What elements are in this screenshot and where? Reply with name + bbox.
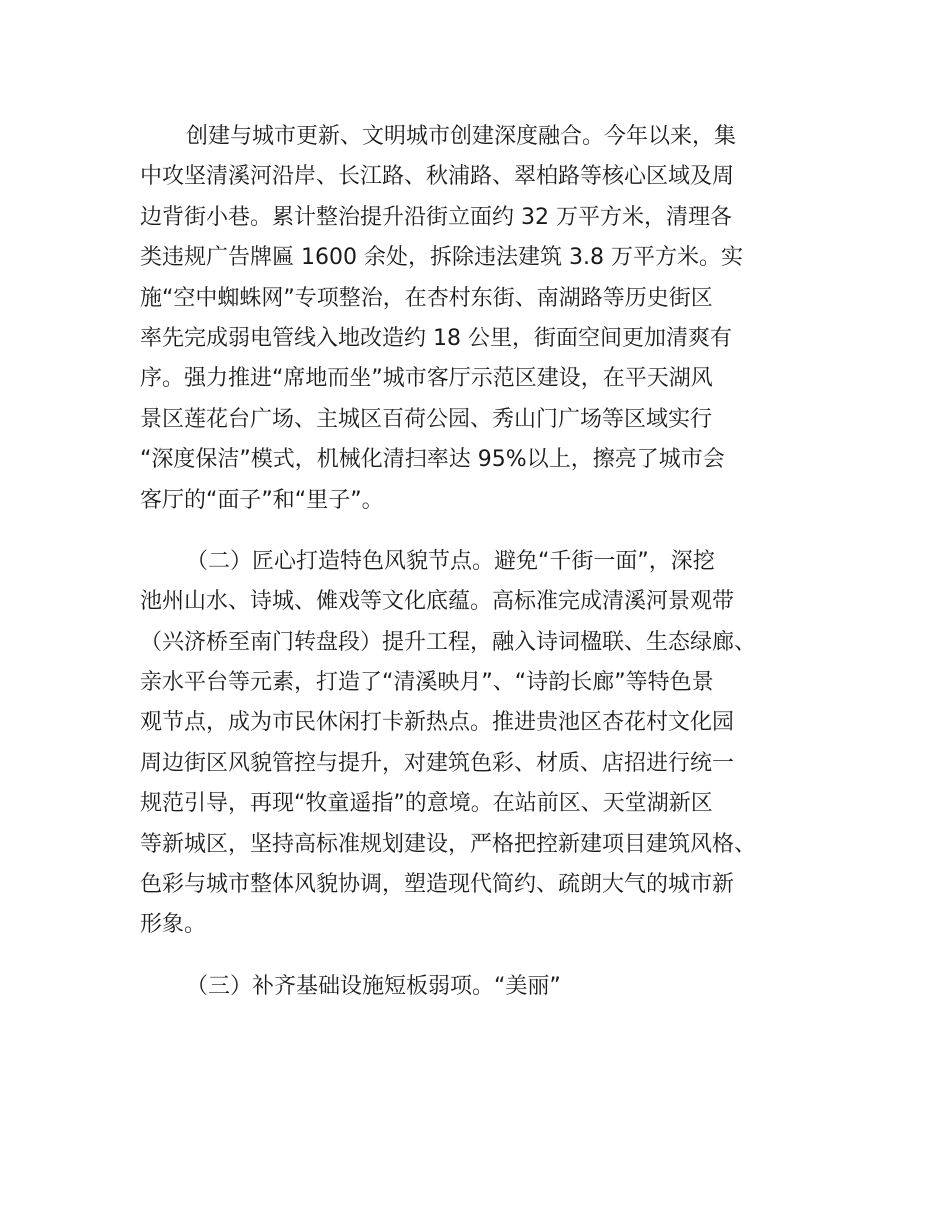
paragraph-spacer [140, 946, 830, 967]
text-line: 周边街区风貌管控与提升，对建筑色彩、材质、店招进行统一 [140, 750, 735, 776]
text-line: 序。强力推进“席地而坐”城市客厅示范区建设，在平天湖风 [140, 366, 713, 392]
text-line: 形象。 [140, 912, 207, 938]
section-heading-line: （二）匠心打造特色风貌节点。避免“千街一面”，深挖 [186, 548, 715, 574]
text-line: “深度保洁”模式，机械化清扫率达 95%以上，擦亮了城市会 [140, 447, 725, 473]
document-body [140, 117, 830, 1007]
paragraph-infrastructure [140, 967, 830, 1007]
section-heading-line: （三）补齐基础设施短板弱项。“美丽” [186, 973, 561, 999]
text-line: 中攻坚清溪河沿岸、长江路、秋浦路、翠柏路等核心区域及周 [140, 164, 735, 190]
text-line: 类违规广告牌匾 1600 余处，拆除违法建筑 3.8 万平方米。实 [140, 245, 743, 271]
text-line: 观节点，成为市民休闲打卡新热点。推进贵池区杏花村文化园 [140, 710, 735, 736]
paragraph-spacer [140, 521, 830, 542]
paragraph-feature-nodes [140, 542, 830, 946]
text-line: 客厅的“面子”和“里子”。 [140, 487, 384, 513]
text-line: 等新城区，坚持高标准规划建设，严格把控新建项目建筑风格、 [140, 831, 757, 857]
text-line: 景区莲花台广场、主城区百荷公园、秀山门广场等区域实行 [140, 406, 713, 432]
text-line: 池州山水、诗城、傩戏等文化底蕴。高标准完成清溪河景观带 [140, 589, 735, 615]
text-line: 率先完成弱电管线入地改造约 18 公里，街面空间更加清爽有 [140, 325, 732, 351]
text-line: （兴济桥至南门转盘段）提升工程，融入诗词楹联、生态绿廊、 [140, 629, 757, 655]
text-line: 边背街小巷。累计整治提升沿街立面约 32 万平方米，清理各 [140, 204, 732, 230]
text-line: 施“空中蜘蛛网”专项整治，在杏村东街、南湖路等历史街区 [140, 285, 713, 311]
text-line: 创建与城市更新、文明城市创建深度融合。今年以来，集 [186, 124, 737, 149]
paragraph-urban-renewal [140, 117, 830, 521]
text-line: 亲水平台等元素，打造了“清溪映月”、“诗韵长廊”等特色景 [140, 670, 714, 696]
text-line: 色彩与城市整体风貌协调，塑造现代简约、疏朗大气的城市新 [140, 872, 735, 898]
text-line: 规范引导，再现“牧童遥指”的意境。在站前区、天堂湖新区 [140, 791, 713, 817]
